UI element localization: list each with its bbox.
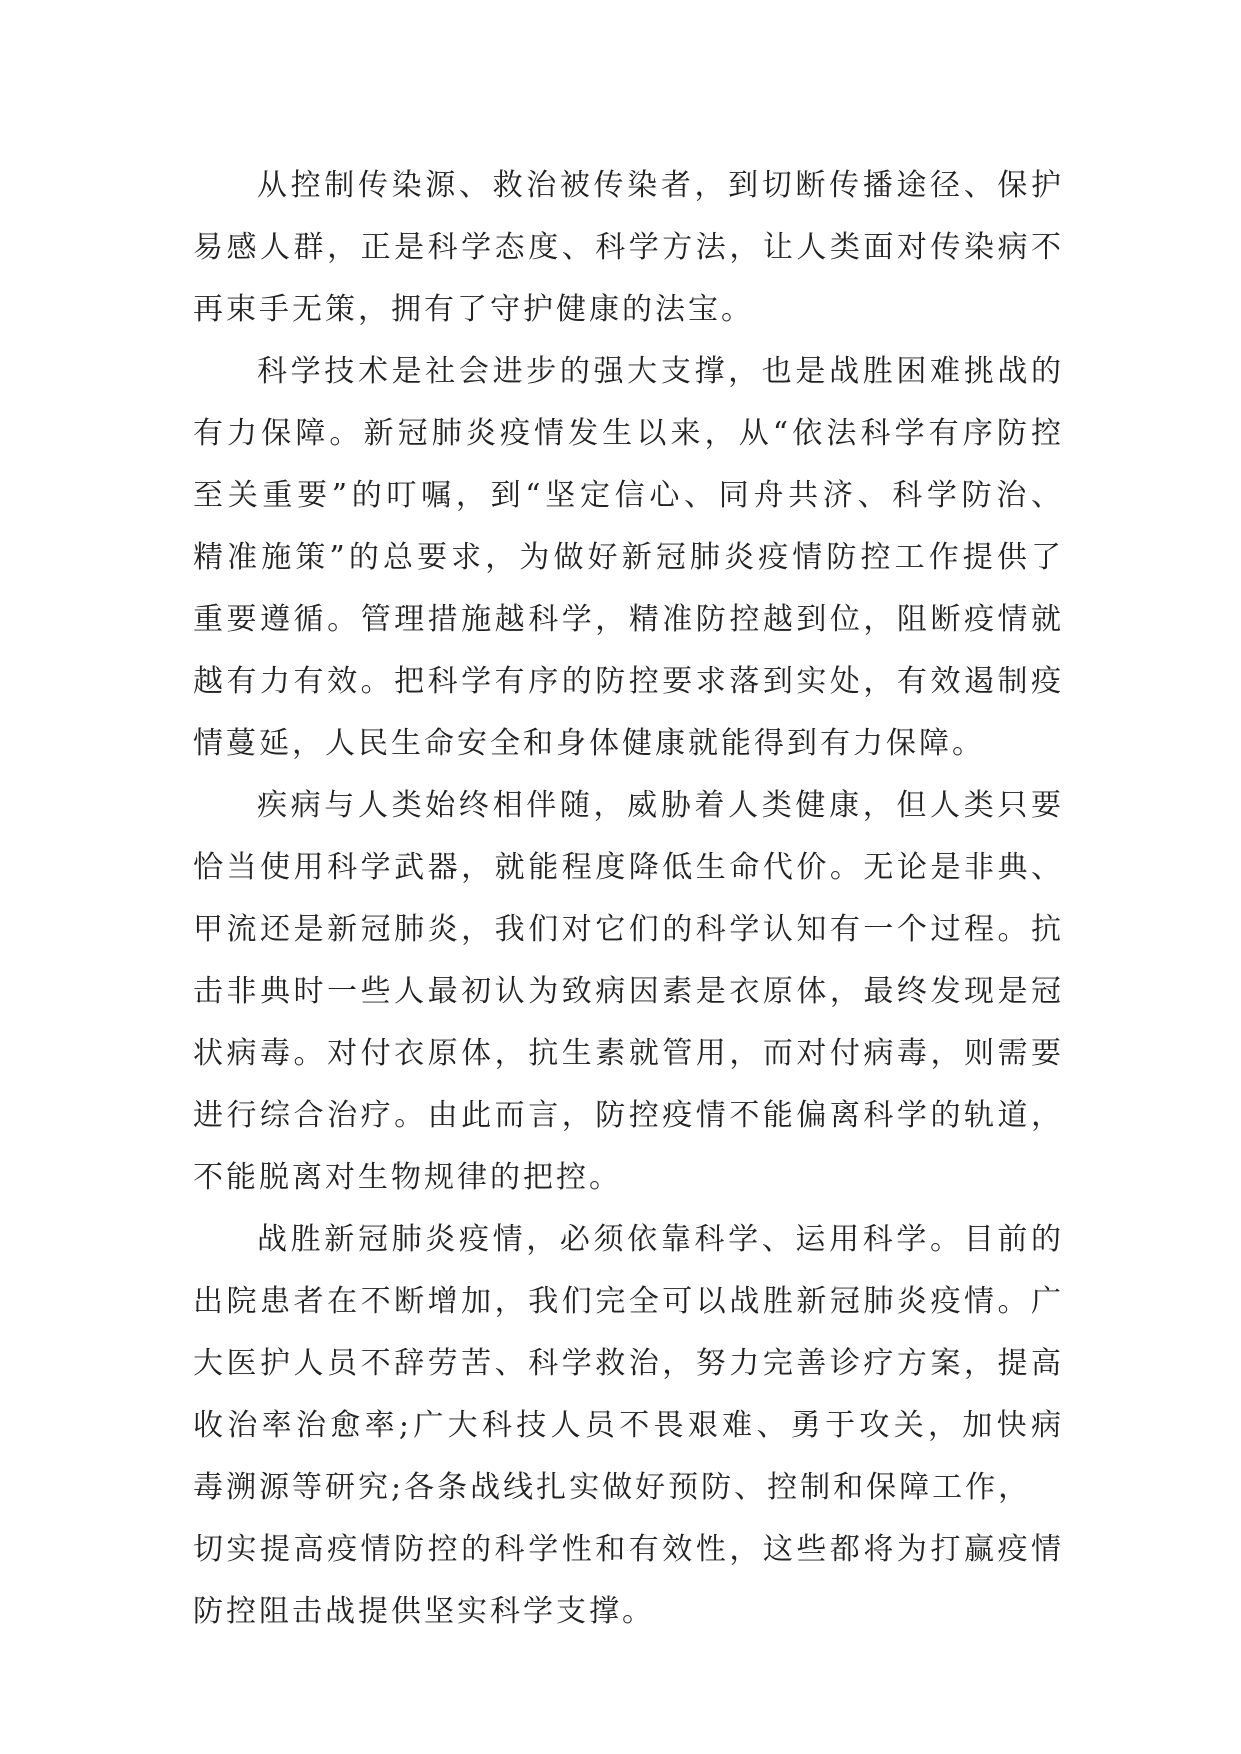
paragraph-line: 越有力有效。把科学有序的防控要求落到实处，有效遏制疫	[193, 664, 1061, 699]
paragraph-line: 甲流还是新冠肺炎，我们对它们的科学认知有一个过程。抗	[193, 912, 1061, 947]
paragraph-line: 大医护人员不辞劳苦、科学救治，努力完善诊疗方案，提高	[193, 1346, 1061, 1381]
paragraph-line: 重要遵循。管理措施越科学，精准防控越到位，阻断疫情就	[193, 602, 1061, 637]
paragraph-line: 收治率治愈率;广大科技人员不畏艰难、勇于攻关，加快病	[193, 1408, 1061, 1443]
paragraph-line: 易感人群，正是科学态度、科学方法，让人类面对传染病不	[193, 230, 1061, 265]
paragraph-line: 进行综合治疗。由此而言，防控疫情不能偏离科学的轨道，	[193, 1098, 1061, 1133]
paragraph-1	[193, 155, 1061, 341]
paragraph-line: 击非典时一些人最初认为致病因素是衣原体，最终发现是冠	[193, 974, 1061, 1009]
paragraph-line: 不能脱离对生物规律的把控。	[193, 1160, 622, 1195]
paragraph-line: 从控制传染源、救治被传染者，到切断传播途径、保护	[257, 168, 1061, 203]
paragraph-line: 战胜新冠肺炎疫情，必须依靠科学、运用科学。目前的	[257, 1222, 1061, 1257]
paragraph-4	[193, 1209, 1061, 1643]
paragraph-3	[193, 775, 1061, 1209]
paragraph-2	[193, 341, 1061, 775]
paragraph-line: 科学技术是社会进步的强大支撑，也是战胜困难挑战的	[257, 354, 1061, 389]
paragraph-line: 状病毒。对付衣原体，抗生素就管用，而对付病毒，则需要	[193, 1036, 1061, 1071]
paragraph-line: 防控阻击战提供坚实科学支撑。	[193, 1594, 655, 1629]
paragraph-line: 出院患者在不断增加，我们完全可以战胜新冠肺炎疫情。广	[193, 1284, 1061, 1319]
paragraph-line: 切实提高疫情防控的科学性和有效性，这些都将为打赢疫情	[193, 1532, 1061, 1567]
paragraph-line: 情蔓延，人民生命安全和身体健康就能得到有力保障。	[193, 726, 985, 761]
paragraph-line: 精准施策”的总要求，为做好新冠肺炎疫情防控工作提供了	[193, 540, 1061, 575]
paragraph-line: 至关重要”的叮嘱，到“坚定信心、同舟共济、科学防治、	[193, 478, 1061, 513]
document-body	[193, 155, 1061, 1643]
paragraph-line: 疾病与人类始终相伴随，威胁着人类健康，但人类只要	[257, 788, 1061, 823]
paragraph-line: 毒溯源等研究;各条战线扎实做好预防、控制和保障工作，	[193, 1470, 1032, 1505]
paragraph-line: 再束手无策，拥有了守护健康的法宝。	[193, 292, 754, 327]
paragraph-line: 有力保障。新冠肺炎疫情发生以来，从“依法科学有序防控	[193, 416, 1061, 451]
paragraph-line: 恰当使用科学武器，就能程度降低生命代价。无论是非典、	[193, 850, 1061, 885]
